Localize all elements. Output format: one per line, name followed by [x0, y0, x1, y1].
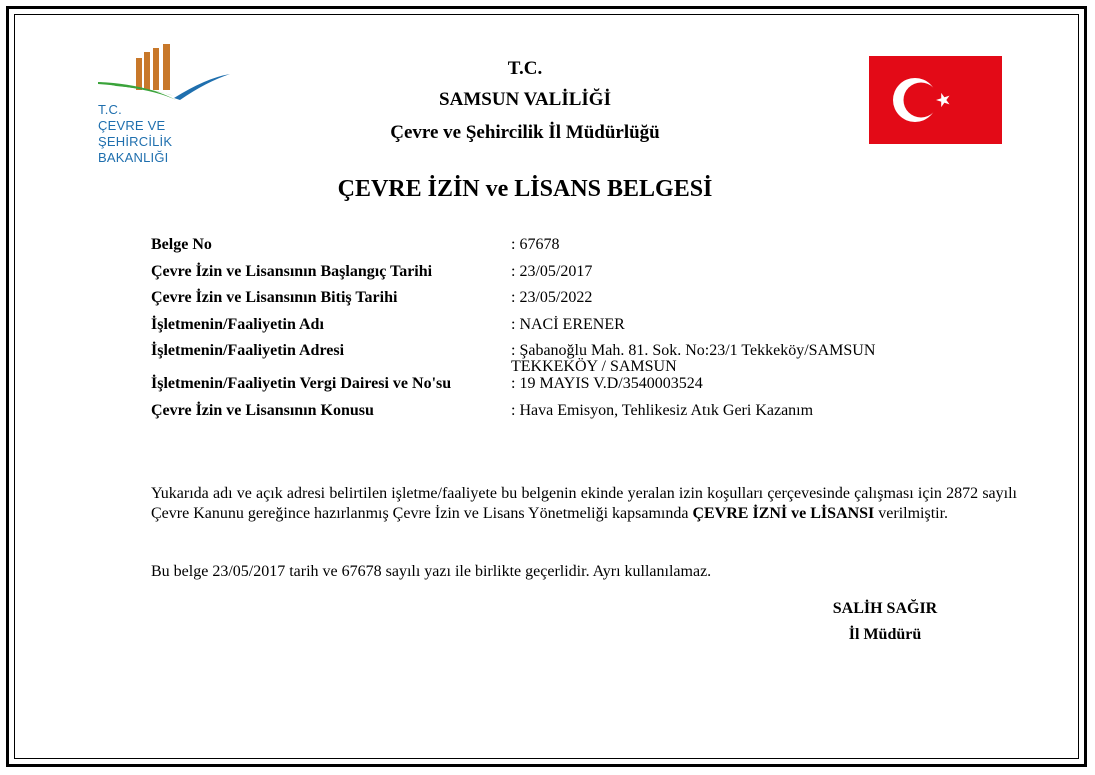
logo-line-2: ÇEVRE VE ŞEHİRCİLİK: [98, 118, 173, 149]
field-value: : 19 MAYIS V.D/3540003524: [511, 375, 703, 392]
field-value-line-2: TEKKEKÖY / SAMSUN: [511, 358, 677, 375]
document-title: ÇEVRE İZİN ve LİSANS BELGESİ: [337, 176, 713, 202]
field-label: İşletmenin/Faaliyetin Adı: [151, 315, 324, 333]
paragraph-end: verilmiştir.: [874, 505, 949, 522]
paragraph-text: Yukarıda adı ve açık adresi belirtilen işletme/faaliyete bu belgenin ekinde yeralan izin koşulları çerçevesinde çalışması için 2872 sayılı Çevre Kanunu gereğince hazırlanmış Çevre İzin ve Lisans Yönetmeliği kapsamında: [151, 485, 1017, 522]
header-valilik: SAMSUN VALİLİĞİ: [439, 89, 611, 110]
logo-line-3: BAKANLIĞI: [98, 150, 169, 165]
logo-line-1: T.C.: [98, 102, 122, 117]
field-label: İşletmenin/Faaliyetin Vergi Dairesi ve No'su: [151, 375, 452, 392]
body-paragraph-1: [151, 484, 1017, 524]
header-mudurluk: Çevre ve Şehircilik İl Müdürlüğü: [390, 122, 660, 143]
field-label: Çevre İzin ve Lisansının Başlangıç Tarihi: [151, 262, 433, 280]
ministry-logo-text: [98, 102, 236, 166]
field-value: : Hava Emisyon, Tehlikesiz Atık Geri Kazanım: [511, 401, 814, 419]
ministry-logo: [96, 44, 236, 165]
ministry-logo-icon: [96, 44, 236, 104]
field-label: Çevre İzin ve Lisansının Bitiş Tarihi: [151, 289, 398, 306]
paragraph-bold: ÇEVRE İZNİ ve LİSANSI: [692, 505, 875, 522]
turkish-flag: [869, 56, 1002, 144]
body-paragraph-2: Bu belge 23/05/2017 tarih ve 67678 sayılı yazı ile birlikte geçerlidir. Ayrı kullanılamaz.: [151, 563, 712, 580]
field-value: : 23/05/2022: [511, 289, 593, 306]
field-label: İşletmenin/Faaliyetin Adresi: [151, 342, 345, 359]
signatory-name: SALİH SAĞIR: [832, 600, 938, 617]
signatory-title: İl Müdürü: [848, 626, 922, 643]
header-tc: T.C.: [507, 58, 543, 79]
field-label: Çevre İzin ve Lisansının Konusu: [151, 401, 374, 419]
turkish-flag-icon: [869, 56, 1002, 144]
field-value: : Şabanoğlu Mah. 81. Sok. No:23/1 Tekkeköy/SAMSUN: [511, 342, 876, 359]
field-value: : 67678: [511, 236, 560, 253]
field-label: Belge No: [151, 236, 212, 253]
field-value: : 23/05/2017: [511, 262, 593, 280]
field-value: : NACİ ERENER: [511, 315, 625, 333]
